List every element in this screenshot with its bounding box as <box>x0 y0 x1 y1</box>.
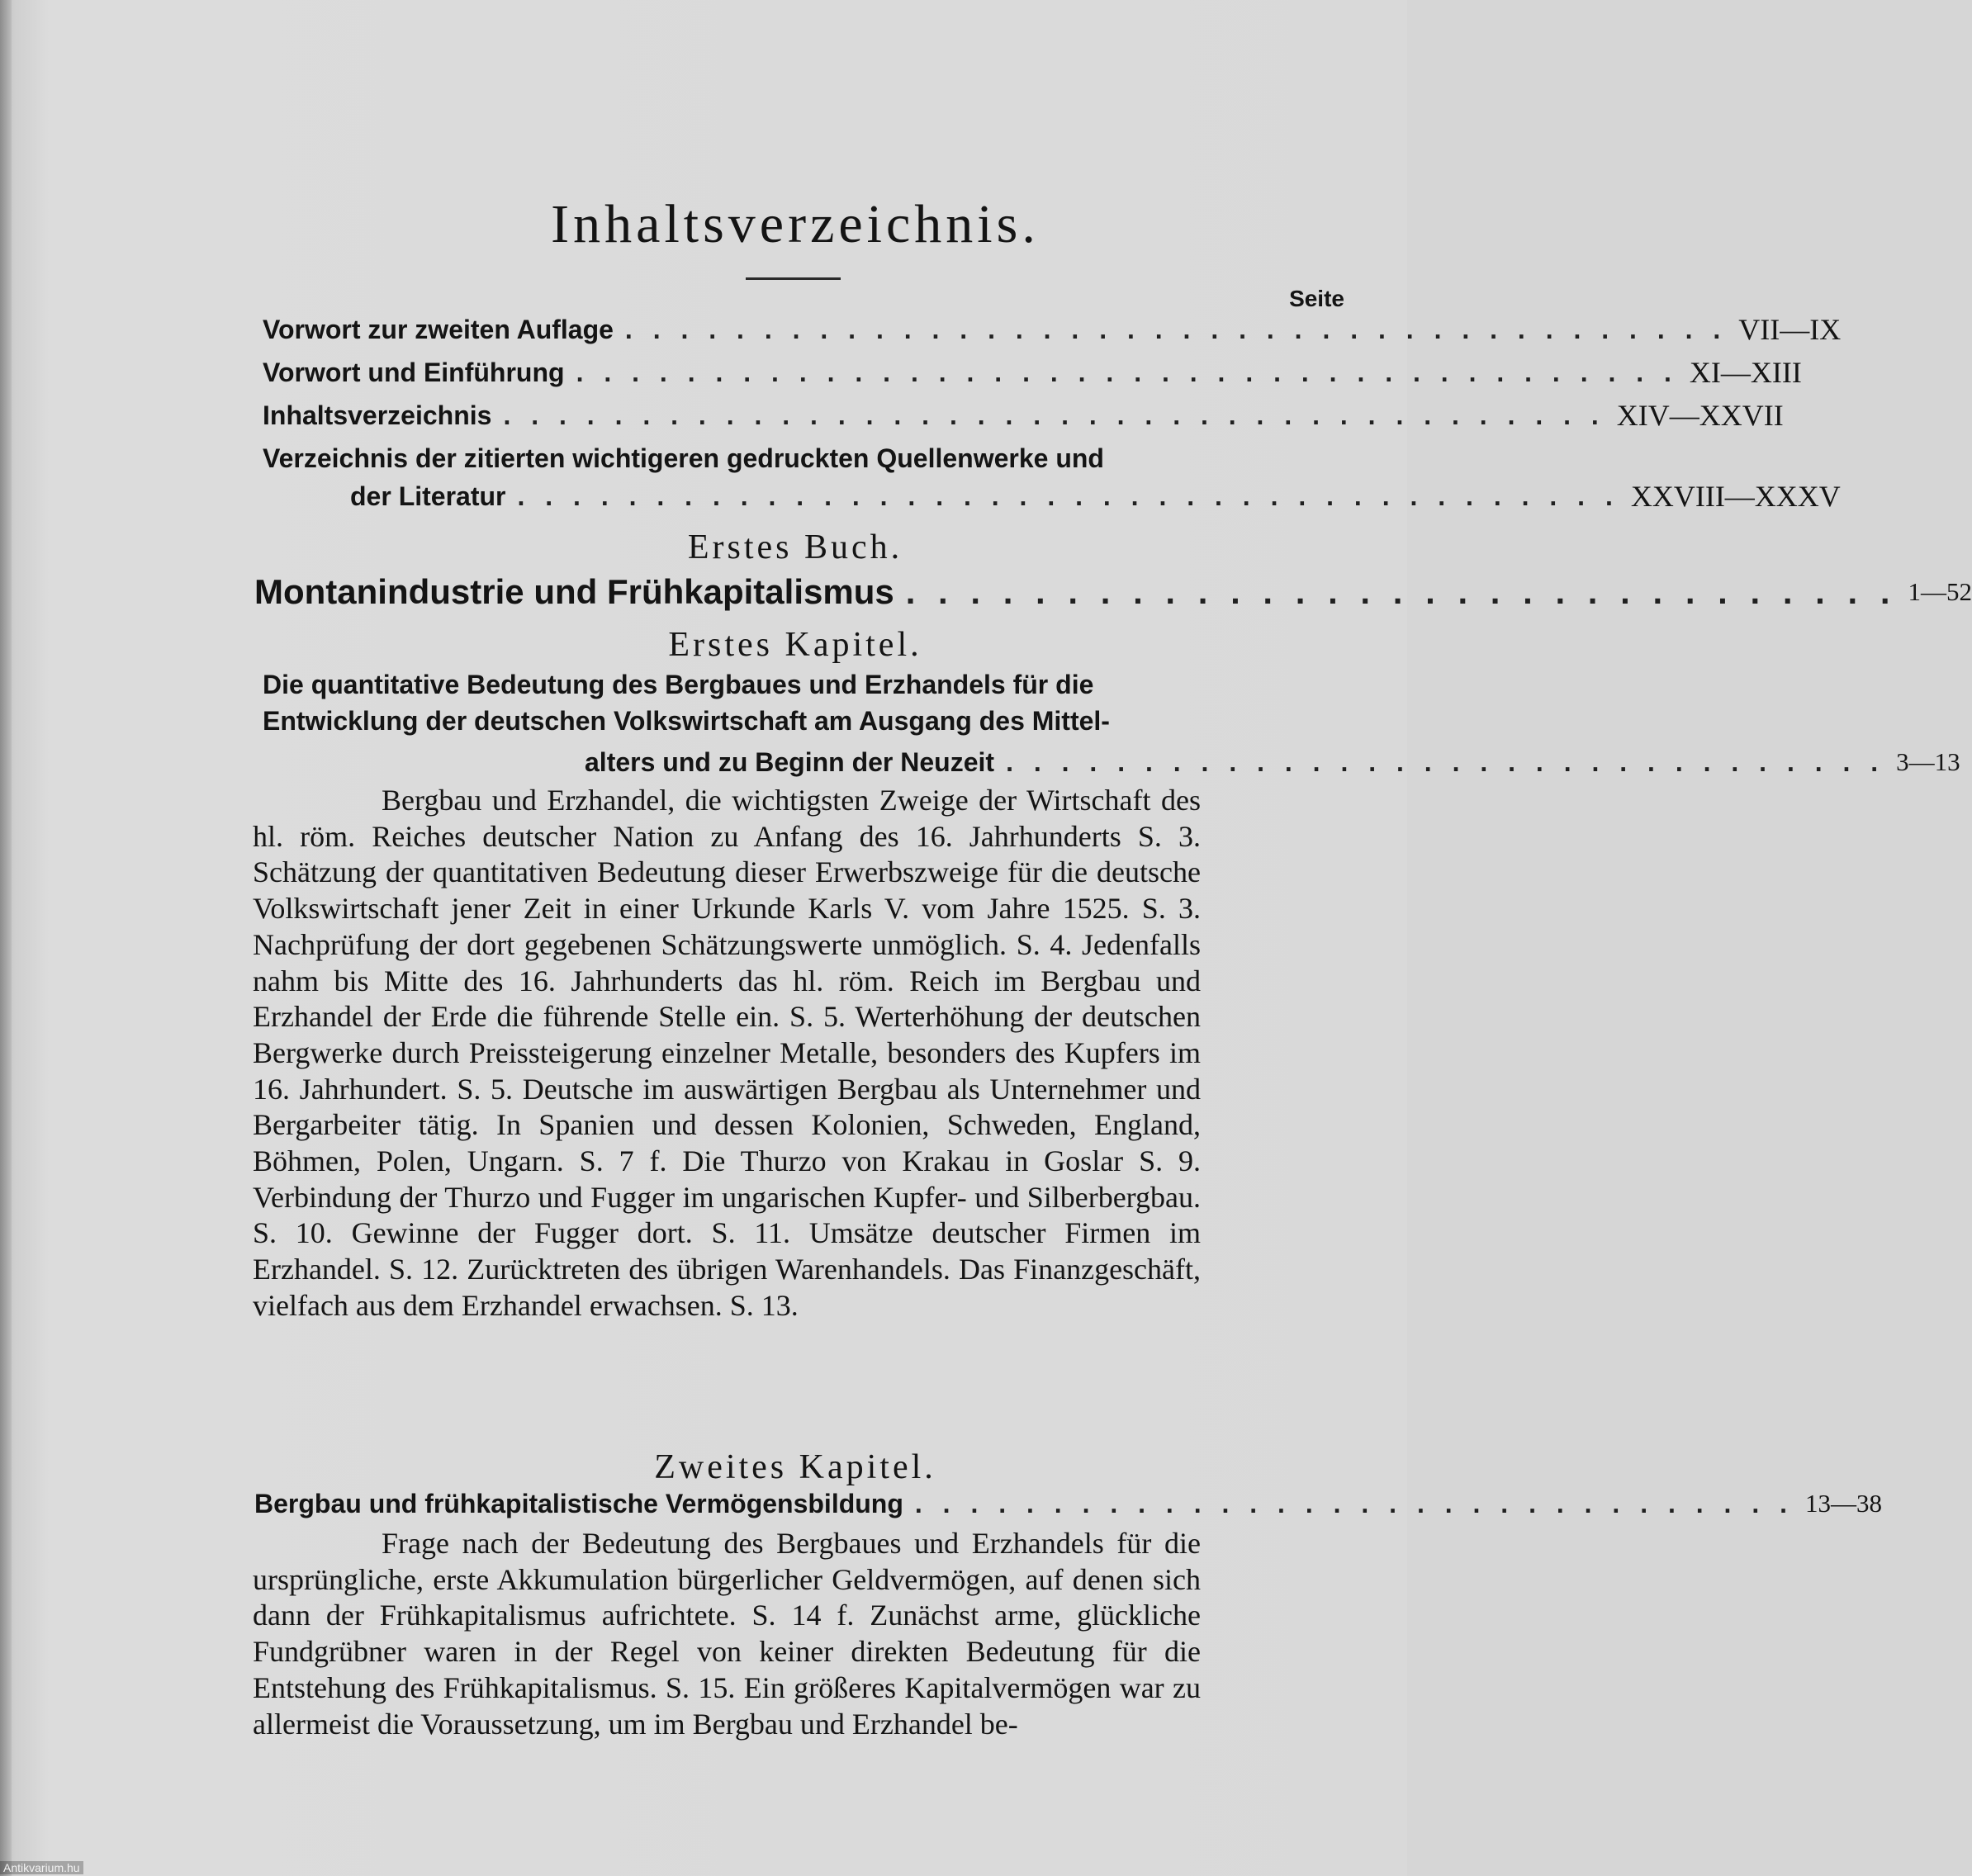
toc-entry-vorwort-zweite[interactable] <box>263 307 1842 348</box>
toc-entry-label: Inhaltsverzeichnis <box>263 400 492 430</box>
page-title: Inhaltsverzeichnis. <box>551 194 1040 254</box>
leader-dots: . . . . . . . . . . . . . . . . . . . . . . . . . . . . . . . . <box>1006 747 1885 777</box>
toc-entry-label: alters und zu Beginn der Neuzeit <box>585 747 995 777</box>
chapter1-heading: Erstes Kapitel. <box>668 626 922 664</box>
toc-entry-pages: XI—XIII <box>1689 356 1802 389</box>
toc-entry-label: Bergbau und frühkapitalistische Vermögensbildung <box>254 1489 903 1518</box>
toc-entry-pages: 3—13 <box>1896 747 1960 776</box>
toc-entry-label: Vorwort zur zweiten Auflage <box>263 315 614 344</box>
leader-dots: . . . . . . . . . . . . . . . . . . . . . . . . . . . . . . . . . . . . . . . . <box>576 358 1678 387</box>
chapter1-title-line[interactable]: Entwicklung der deutschen Volkswirtschaft am Ausgang des Mittel- <box>263 706 1110 736</box>
leader-dots: . . . . . . . . . . . . . . . . . . . . . . . . . . . . . . . . . . . . . . . . <box>624 315 1728 344</box>
toc-entry-chapter1[interactable] <box>585 740 1960 781</box>
watermark-label: Antikvarium.hu <box>0 1861 83 1874</box>
toc-entry-inhaltsverzeichnis[interactable] <box>263 393 1784 434</box>
toc-entry-vorwort-einfuehrung[interactable] <box>263 350 1802 391</box>
toc-entry-label: der Literatur <box>350 481 506 511</box>
toc-entry-literatur[interactable] <box>350 474 1841 515</box>
chapter1-summary: Bergbau und Erzhandel, die wichtigsten Zweige der Wirtschaft des hl. röm. Reiches deutscher Nation zu Anfang des 16. Jahrhunderts S. 3. Schätzung der quantitativen Bedeutung dieser Erwerbszweige für die deutsche Volkswirtschaft jener Zeit in einer Urkunde Karls V. vom Jahre 1525. S. 3. Nachprüfung der dort gegebenen Schätzungswerte unmöglich. S. 4. Jedenfalls nahm bis Mitte des 16. Jahrhunderts das hl. röm. Reich im Bergbau und Erzhandel der Erde die führende Stelle ein. S. 5. Werterhöhung der deutschen Bergwerke durch Preissteigerung einzelner Metalle, besonders des Kupfers im 16. Jahrhundert. S. 5. Deutsche im auswärtigen Bergbau als Unternehmer und Bergarbeiter tätig. In Spanien und dessen Kolonien, Schweden, England, Böhmen, Polen, Ungarn. S. 7 f. Die Thurzo von Krakau in Goslar S. 9. Verbindung der Thurzo und Fugger im ungarischen Kupfer- und Silberbergbau. S. 10. Gewinne der Fugger dort. S. 11. Umsätze deutscher Firmen im Erzhandel. S. 12. Zurücktreten des übrigen Warenhandels. Das Finanzgeschäft, vielfach aus dem Erzhandel erwachsen. S. 13. <box>253 784 1201 1322</box>
chapter1-title-line[interactable]: Die quantitative Bedeutung des Bergbaues und Erzhandels für die <box>263 670 1094 699</box>
toc-entry-literatur-line1[interactable]: Verzeichnis der zitierten wichtigeren gedruckten Quellenwerke und <box>263 443 1104 473</box>
chapter2-heading: Zweites Kapitel. <box>654 1448 936 1486</box>
leader-dots: . . . . . . . . . . . . . . . . . . . . . . . . . . . . . . . . . . . . . . . . <box>503 400 1605 430</box>
leader-dots: . . . . . . . . . . . . . . . . . . . . . . . . . . . . . . . . <box>914 1489 1794 1518</box>
leader-dots: . . . . . . . . . . . . . . . . . . . . . . . . . . . . . . . . . . . . . . . . <box>517 481 1619 511</box>
toc-entry-book-title[interactable] <box>254 570 1972 611</box>
toc-entry-pages: 13—38 <box>1805 1489 1882 1518</box>
book-heading: Erstes Buch. <box>687 528 903 566</box>
toc-entry-label: Vorwort und Einführung <box>263 358 565 387</box>
toc-entry-pages: XIV—XXVII <box>1616 399 1784 432</box>
toc-entry-chapter2[interactable] <box>254 1481 1882 1523</box>
book-title: Montanindustrie und Frühkapitalismus <box>254 572 894 611</box>
seite-label: Seite <box>1289 286 1344 311</box>
toc-entry-pages: 1—52 <box>1908 577 1972 606</box>
book-spine-shadow <box>0 0 12 1876</box>
title-divider <box>746 277 841 280</box>
leader-dots: . . . . . . . . . . . . . . . . . . . . . . . . . . . . . . . <box>905 572 1897 611</box>
chapter2-summary: Frage nach der Bedeutung des Bergbaues und Erzhandels für die ursprüngliche, erste Akkumulation bürgerlicher Geldvermögen, auf denen sich dann der Frühkapitalismus aufrichtete. S. 14 f. Zunächst arme, glückliche Fundgrübner waren in der Regel von keiner direkten Bedeutung für die Entstehung des Frühkapitalismus. S. 15. Ein größeres Kapitalvermögen war zu allermeist die Voraussetzung, um im Bergbau und Erzhandel be- <box>253 1527 1201 1741</box>
toc-content <box>246 0 1972 1876</box>
toc-entry-pages: XXVIII—XXXV <box>1630 480 1841 513</box>
toc-entry-pages: VII—IX <box>1738 313 1842 346</box>
